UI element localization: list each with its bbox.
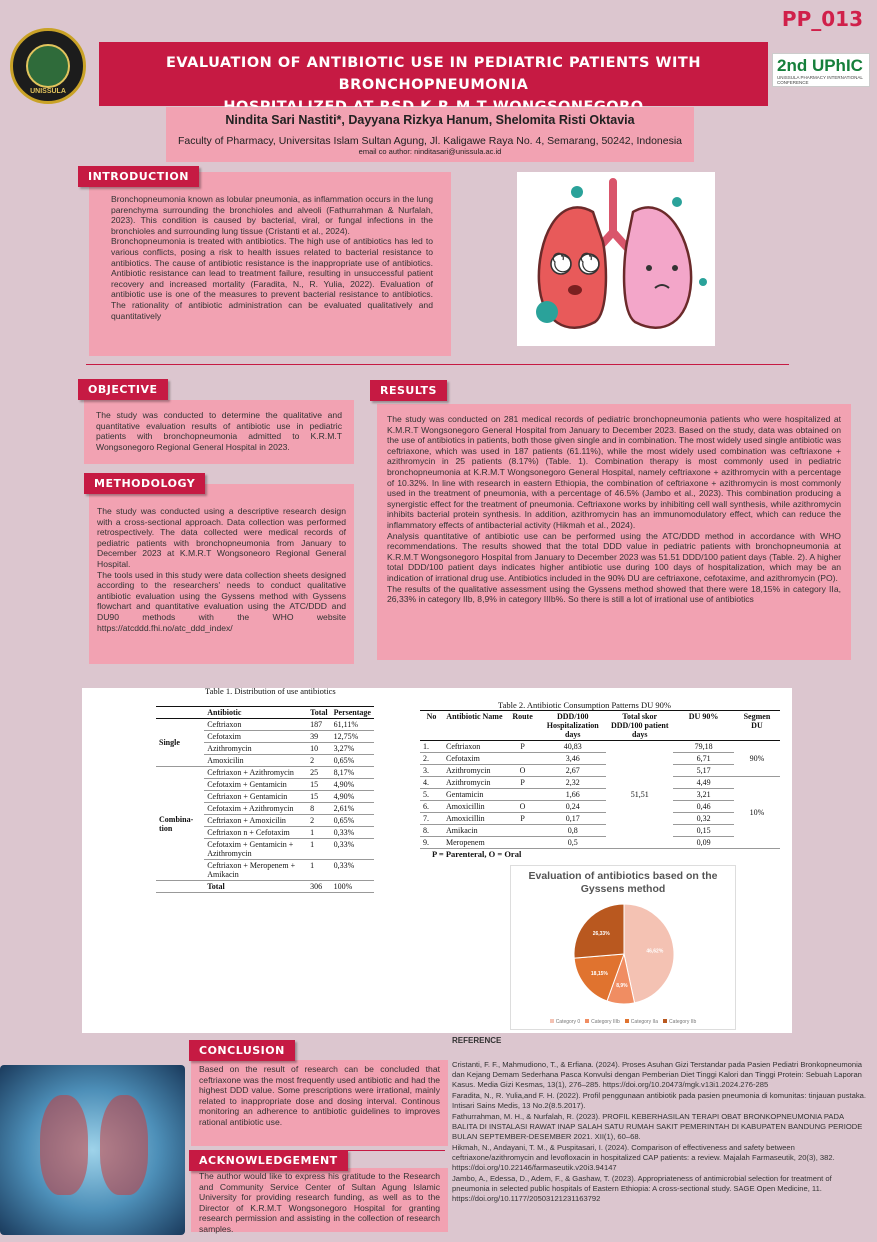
reference-item: Cristanti, F. F., Mahmudiono, T., & Erfiana. (2024). Proses Asuhan Gizi Terstandar pada Pasien Pediatri Bronkopneumonia dan Kejang Demam Sederhana Pasca Konvulsi dengan Pemberian Diet Tinggi Kalori dan Tinggi Protein: Sebuah Laporan Kasus. Media Gizi Kesmas, 13(1), 276–285. https://doi.org/10.20473/mgk.v13i1.2024.276-285: [452, 1060, 862, 1089]
table1-cell: 4,90%: [331, 779, 374, 791]
legend-swatch: [550, 1019, 554, 1023]
gyssens-pie-chart: [510, 865, 736, 1030]
table1-cell: 4,90%: [331, 791, 374, 803]
table2-row: [420, 813, 780, 825]
authors-box: [166, 107, 694, 162]
reference-section: [452, 1036, 869, 1236]
table1-cell: Ceftriaxon n + Cefotaxim: [204, 827, 307, 839]
table1-cell: 0,33%: [331, 860, 374, 881]
table2-cell: 1,66: [539, 789, 606, 801]
table2-cell: [506, 789, 539, 801]
table2-row: [420, 825, 780, 837]
legend-swatch: [663, 1019, 667, 1023]
legend-item: [585, 1019, 620, 1025]
table2-cell: 5.: [420, 789, 443, 801]
table1-cell: Cefotaxim + Azithromycin: [204, 803, 307, 815]
reference-item: Hikmah, N., Andayani, T. M., & Puspitasari, I. (2024). Comparison of effectiveness and safety between ceftriaxone/azithromycin and levofloxacin in hospitalized CAP patients: a review. Majalah Farmaseutik, 20(3), 382. https://doi.org/10.22146/farmaseutik.v20i3.94147: [452, 1143, 835, 1172]
table1: [156, 706, 374, 893]
table2-cell: 2,67: [539, 765, 606, 777]
table2-cell: Gentamicin: [443, 789, 506, 801]
table1-cell: 2,61%: [331, 803, 374, 815]
table2-header: DU 90%: [673, 711, 734, 741]
poster-code: PP_013: [781, 7, 863, 31]
table1-cell: 15: [307, 791, 331, 803]
affiliation: Faculty of Pharmacy, Universitas Islam Sultan Agung, Jl. Kaligawe Raya No. 4, Semarang, 50242, Indonesia: [177, 135, 683, 147]
section-divider: [86, 364, 789, 365]
table1-cell: 39: [307, 731, 331, 743]
table2-cell: [506, 753, 539, 765]
table2-caption: Table 2. Antibiotic Consumption Patterns DU 90%: [498, 700, 671, 710]
legend-label: Category IIIb: [591, 1019, 620, 1025]
table2-cell: 0,32: [673, 813, 734, 825]
table1-caption: Table 1. Distribution of use antibiotics: [205, 686, 336, 696]
table2-segment: 10%: [734, 777, 780, 849]
results-heading: RESULTS: [370, 380, 447, 401]
university-logo: [10, 28, 86, 104]
introduction-p2: Bronchopneumonia is treated with antibiotics. The high use of antibiotics has led to various conflicts, posing a risk to health issues related to bacterial resistance to antibiotics. The cause of antibiotic resistance is the inappropriate use of antibiotics. Antibiotic resistance can lead to treatment failure, resulting in unsuccessful patient recovery and increased mortality (Faradita, N., R. Yulia, 2022). Evaluation of antibiotic use is one of the measures to prevent bacterial resistance to antibiotics. The rationality of antibiotic administration can be evaluated qualitatively and quantitatively: [111, 236, 433, 321]
table2-cell: 0,09: [673, 837, 734, 849]
results-p2: Analysis quantitative of antibiotic use can be performed using the ATC/DDD method in accordance with WHO recommendations. The results showed that the total DDD value in pediatric patients with bronchopneumonia at K.R.M.T Wongsonegoro Hospital from January to December 2023 was 51.51 DDD/100 patient days (Table. 2). A higher total DDD/100 patient days indicates higher antibiotic use during 100 days of hospitalization, which may be an indication of irrational drug use. Antibiotics included in the 90% DU are ceftriaxone, cefotaxime, and azithromycin (PO).: [387, 530, 841, 583]
table1-cell: 306: [307, 881, 331, 893]
conclusion-heading: CONCLUSION: [189, 1040, 295, 1061]
table2-cell: P: [506, 813, 539, 825]
table2-cell: 0,8: [539, 825, 606, 837]
table1-cell: 0,33%: [331, 839, 374, 860]
conference-logo-sub: UNISSULA PHARMACY INTERNATIONAL CONFERENCE: [777, 75, 863, 85]
table2-cell: 2.: [420, 753, 443, 765]
results-box: [377, 404, 851, 660]
table2-cell: Ceftriaxon: [443, 741, 506, 753]
email: email co author: ninditasari@unissula.ac.id: [358, 147, 502, 156]
conclusion-text: Based on the result of research can be concluded that ceftriaxone was the most frequently used antibiotic and had the highest DDD value. Some prescriptions were irrational, mainly related to inappropriate dose and dosing interval. Continous monitoring an adherence to antibiotic guidelines to improves rational antibiotic use.: [199, 1064, 440, 1127]
objective-box: [84, 400, 354, 464]
table2-header: Segmen DU: [734, 711, 780, 741]
methodology-heading: METHODOLOGY: [84, 473, 205, 494]
table2-cell: Amoxicillin: [443, 801, 506, 813]
table2-cell: 0,17: [539, 813, 606, 825]
table1-cell: 12,75%: [331, 731, 374, 743]
table2-cell: 0,24: [539, 801, 606, 813]
table1-cell: 100%: [331, 881, 374, 893]
table1-cell: Ceftriaxon + Azithromycin: [204, 767, 307, 779]
conference-logo: [772, 53, 870, 87]
acknowledgement-text: The author would like to express his gratitude to the Research and Community Service Center of Sultan Agung Islamic University for providing research funding, as well as to the Director of K.R.M.T Wongsonegoro Hospital for granting research permission and assisting in the collection of research samples.: [199, 1171, 440, 1234]
legend-swatch: [625, 1019, 629, 1023]
pie-slice-label: 8,9%: [616, 982, 628, 989]
table1-cell: Ceftriaxon + Meropenem + Amikacin: [204, 860, 307, 881]
table2-cell: 3.: [420, 765, 443, 777]
table2-cell: 7.: [420, 813, 443, 825]
reference-item: Jambo, A., Edessa, D., Adem, F., & Gashaw, T. (2023). Appropriateness of antimicrobial selection for treatment of pneumonia in selected public hospitals of Eastern Ethiopia: A cross-sectional study. SAGE Open Medicine, 11. https://doi.org/10.1177/20503121231163792: [452, 1174, 832, 1203]
table2-row: [420, 753, 780, 765]
reference-item: Faradita, N., R. Yulia,and F. H. (2022). Profil penggunaan antibiotik pada pasien pneumonia di komunitas: tinjauan pustaka. Intisari Sains Medis, 13 No.2(8.5.2017).: [452, 1091, 866, 1110]
pie-svg: [511, 898, 737, 1013]
table2-cell: 40,83: [539, 741, 606, 753]
table2-cell: 79,18: [673, 741, 734, 753]
pie-slice-label: 18,15%: [590, 970, 608, 977]
table2-cell: Meropenem: [443, 837, 506, 849]
table1-cell: 0,65%: [331, 755, 374, 767]
table2-cell: 4,49: [673, 777, 734, 789]
table2-cell: P: [506, 741, 539, 753]
table2-cell: 8.: [420, 825, 443, 837]
table2-cell: 5,17: [673, 765, 734, 777]
table2-row: [420, 789, 780, 801]
acknowledgement-box: [191, 1168, 448, 1232]
legend-swatch: [585, 1019, 589, 1023]
methodology-p1: The study was conducted using a descriptive research design with a cross-sectional approach. Data collection was performed retrospectively. The data collected were medical records of pediatric patients with bronchopneumonia from January to December 2023 at K.M.R.T Wongsoneoro Regional General Hospital.: [97, 506, 346, 569]
reference-heading: REFERENCE: [452, 1036, 502, 1045]
table1-cell: 8: [307, 803, 331, 815]
legend-item: [550, 1019, 580, 1025]
legend-item: [625, 1019, 658, 1025]
acknowledgement-heading: ACKNOWLEDGEMENT: [189, 1150, 348, 1171]
lungs-photo: [0, 1065, 185, 1235]
table2-cell: [506, 837, 539, 849]
table2-cell: 3,21: [673, 789, 734, 801]
table2-cell: Amoxicillin: [443, 813, 506, 825]
table2-cell: Cefotaxim: [443, 753, 506, 765]
table1-total-row: [156, 881, 374, 893]
title-line-1: EVALUATION OF ANTIBIOTIC USE IN PEDIATRIC PATIENTS WITH BRONCHOPNEUMONIA: [166, 55, 701, 93]
group-label: Combina-tion: [156, 767, 204, 881]
poster-title: [99, 42, 768, 106]
table1-cell: Cefotaxim: [204, 731, 307, 743]
table1-header: [156, 707, 204, 719]
table2-segment: 90%: [734, 741, 780, 777]
table1-header: Total: [307, 707, 331, 719]
table1-row: [156, 767, 374, 779]
pie-slice-label: 46,62%: [646, 948, 664, 955]
table1-cell: 10: [307, 743, 331, 755]
table1-cell: Ceftriaxon + Amoxicilin: [204, 815, 307, 827]
table1-cell: Azithromycin: [204, 743, 307, 755]
table2-cell: 0,5: [539, 837, 606, 849]
table2-cell: 2,32: [539, 777, 606, 789]
table2-cell: 6,71: [673, 753, 734, 765]
table1-cell: 0,65%: [331, 815, 374, 827]
legend-label: Category IIb: [669, 1019, 697, 1025]
chart-legend: [511, 1019, 735, 1025]
table2-header: DDD/100 Hospitalization days: [539, 711, 606, 741]
table2-header: No: [420, 711, 443, 741]
table1-cell: 15: [307, 779, 331, 791]
table2-row: [420, 777, 780, 789]
table1-cell: 8,17%: [331, 767, 374, 779]
table2-cell: 0,46: [673, 801, 734, 813]
table2-footnote: P = Parenteral, O = Oral: [432, 849, 522, 859]
group-label: Single: [156, 719, 204, 767]
logo-text: UNISSULA: [30, 88, 66, 95]
table2-cell: P: [506, 777, 539, 789]
table2: [420, 710, 780, 859]
table2-cell: 6.: [420, 801, 443, 813]
table1-header: Antibiotic: [204, 707, 307, 719]
table1-cell: Cefotaxim + Gentamicin + Azithromycin: [204, 839, 307, 860]
pie-slice-label: 26,33%: [592, 931, 610, 938]
table1-cell: 3,27%: [331, 743, 374, 755]
table1-cell: 61,11%: [331, 719, 374, 731]
legend-label: Category 0: [555, 1019, 581, 1025]
table2-cell: Azithromycin: [443, 777, 506, 789]
table1-cell: 187: [307, 719, 331, 731]
table1-cell: 25: [307, 767, 331, 779]
table2-cell: 1.: [420, 741, 443, 753]
chart-title: Evaluation of antibiotics based on the Gyssens method: [528, 870, 718, 895]
methodology-p2: The tools used in this study were data collection sheets designed according to the researchers' needs to conduct qualitative antibiotic evaluation using the Gyssens method with Gyssens flowchart and quantitative evaluation using the ATC/DDD and DU90 methods with the WHO website: [97, 569, 346, 622]
table1-header: Persentage: [331, 707, 374, 719]
table2-row: [420, 765, 780, 777]
methodology-box: [89, 484, 354, 664]
table2-cell: Amikacin: [443, 825, 506, 837]
table1-cell: 1: [307, 839, 331, 860]
table2-cell: O: [506, 801, 539, 813]
table2-header: Total skor DDD/100 patient days: [606, 711, 673, 741]
table2-row: [420, 801, 780, 813]
table1-cell: [156, 881, 204, 893]
table1-cell: 1: [307, 860, 331, 881]
table2-cell: 9.: [420, 837, 443, 849]
authors: Nindita Sari Nastiti*, Dayyana Rizkya Hanum, Shelomita Risti Oktavia: [225, 113, 635, 127]
table2-total-score: 51,51: [606, 741, 673, 849]
table1-cell: Amoxicilin: [204, 755, 307, 767]
objective-heading: OBJECTIVE: [78, 379, 168, 400]
table1-cell: 2: [307, 755, 331, 767]
conclusion-box: [191, 1060, 448, 1146]
table1-cell: 2: [307, 815, 331, 827]
introduction-heading: INTRODUCTION: [78, 166, 199, 187]
atc-ddd-link[interactable]: https://atcddd.fhi.no/atc_ddd_index/: [97, 622, 233, 633]
table1-cell: 1: [307, 827, 331, 839]
objective-text: The study was conducted to determine the qualitative and quantitative evaluation results of antibiotic use in pediatric patients with bronchopneumonia admitted to K.R.M.T Wongsonegoro Regional General Hospital in 2023.: [96, 410, 342, 452]
table2-cell: 3,46: [539, 753, 606, 765]
results-p3: The results of the qualitative assessment using the Gyssens method showed that there were 18,15% in category IIa, 26,33% in category IIb, 8,9% in category IIIb%. So there is still a lot of irrational use of antibiotics: [387, 583, 841, 605]
table1-row: [156, 719, 374, 731]
table2-cell: Azithromycin: [443, 765, 506, 777]
table2-row: [420, 837, 780, 849]
table1-cell: Ceftriaxon + Gentamicin: [204, 791, 307, 803]
table2-cell: 0,15: [673, 825, 734, 837]
table2-header: Route: [506, 711, 539, 741]
table1-cell: Cefotaxim + Gentamicin: [204, 779, 307, 791]
table2-row: [420, 741, 780, 753]
table1-cell: 0,33%: [331, 827, 374, 839]
table2-cell: [506, 825, 539, 837]
conference-logo-main: 2nd UPhIC: [777, 56, 863, 75]
lungs-illustration: [517, 172, 715, 346]
introduction-p1: Bronchopneumonia known as lobular pneumonia, as inflammation occurs in the lung parenchyma surrounding the bronchioles and alveoli (Fathurrahman & Nurfalah, 2023). This condition is caused by bacterial, viral, or fungal infections in the bronchioles and surrounding lung tissue (Cristanti et al., 2024).: [111, 194, 433, 236]
table2-cell: O: [506, 765, 539, 777]
introduction-box: [89, 172, 451, 356]
results-p1: The study was conducted on 281 medical records of pediatric bronchopneumonia patients who were hospitalized at K.M.R.T Wongsonegoro General Hospital from January to December 2023. Based on the study, data was obtained on the use of antibiotics in patients, both those given single and in combination. The most widely used single antibiotic was ceftriaxone, which was used in 187 patients (61.11%), while the most widely used combination was ceftriaxone + azithromycin in 25 patients (8.17%) (Table. 1). Combination therapy is most commonly used in pediatric bronchopneumonia at K.R.M.T Wongsonegoro General Hospital, namely ceftriaxone + azithromycin with a percentage of 10.32%. In line with research in eastern Ethiopia, the combination of ceftriaxone + azithromycin is most commonly used in the treatment of pneumonia, with a percentage of 46.5% (Jambo et al., 2023). This combination producing a synergistic effect for the treatment of pneumonia. Ceftriaxone works by inhibiting cell wall synthesis, while azithromycin inhibits bacterial protein synthesis. In addition, azithromycin has an immunomodulatory effect, which can reduce the inflammatory effects of antibacterial activity (Hikmah et al., 2024).: [387, 414, 841, 530]
table2-header: Antibiotic Name: [443, 711, 506, 741]
table2-cell: 4.: [420, 777, 443, 789]
legend-item: [663, 1019, 696, 1025]
table1-cell: Ceftriaxon: [204, 719, 307, 731]
table1-cell: Total: [204, 881, 307, 893]
reference-item: Fathurrahman, M. H., & Nurfalah, R. (2023). PROFIL KEBERHASILAN TERAPI OBAT BRONKOPNEUMONIA PADA BALITA DI INSTALASI RAWAT INAP SALAH SATU RUMAH SAKIT PEMERINTAH DI KABUPATEN BANDUNG PERIODE BULAN SEPTEMBER-DESEMBER 2021. XII(1), 60–68.: [452, 1112, 863, 1141]
legend-label: Category IIa: [630, 1019, 659, 1025]
